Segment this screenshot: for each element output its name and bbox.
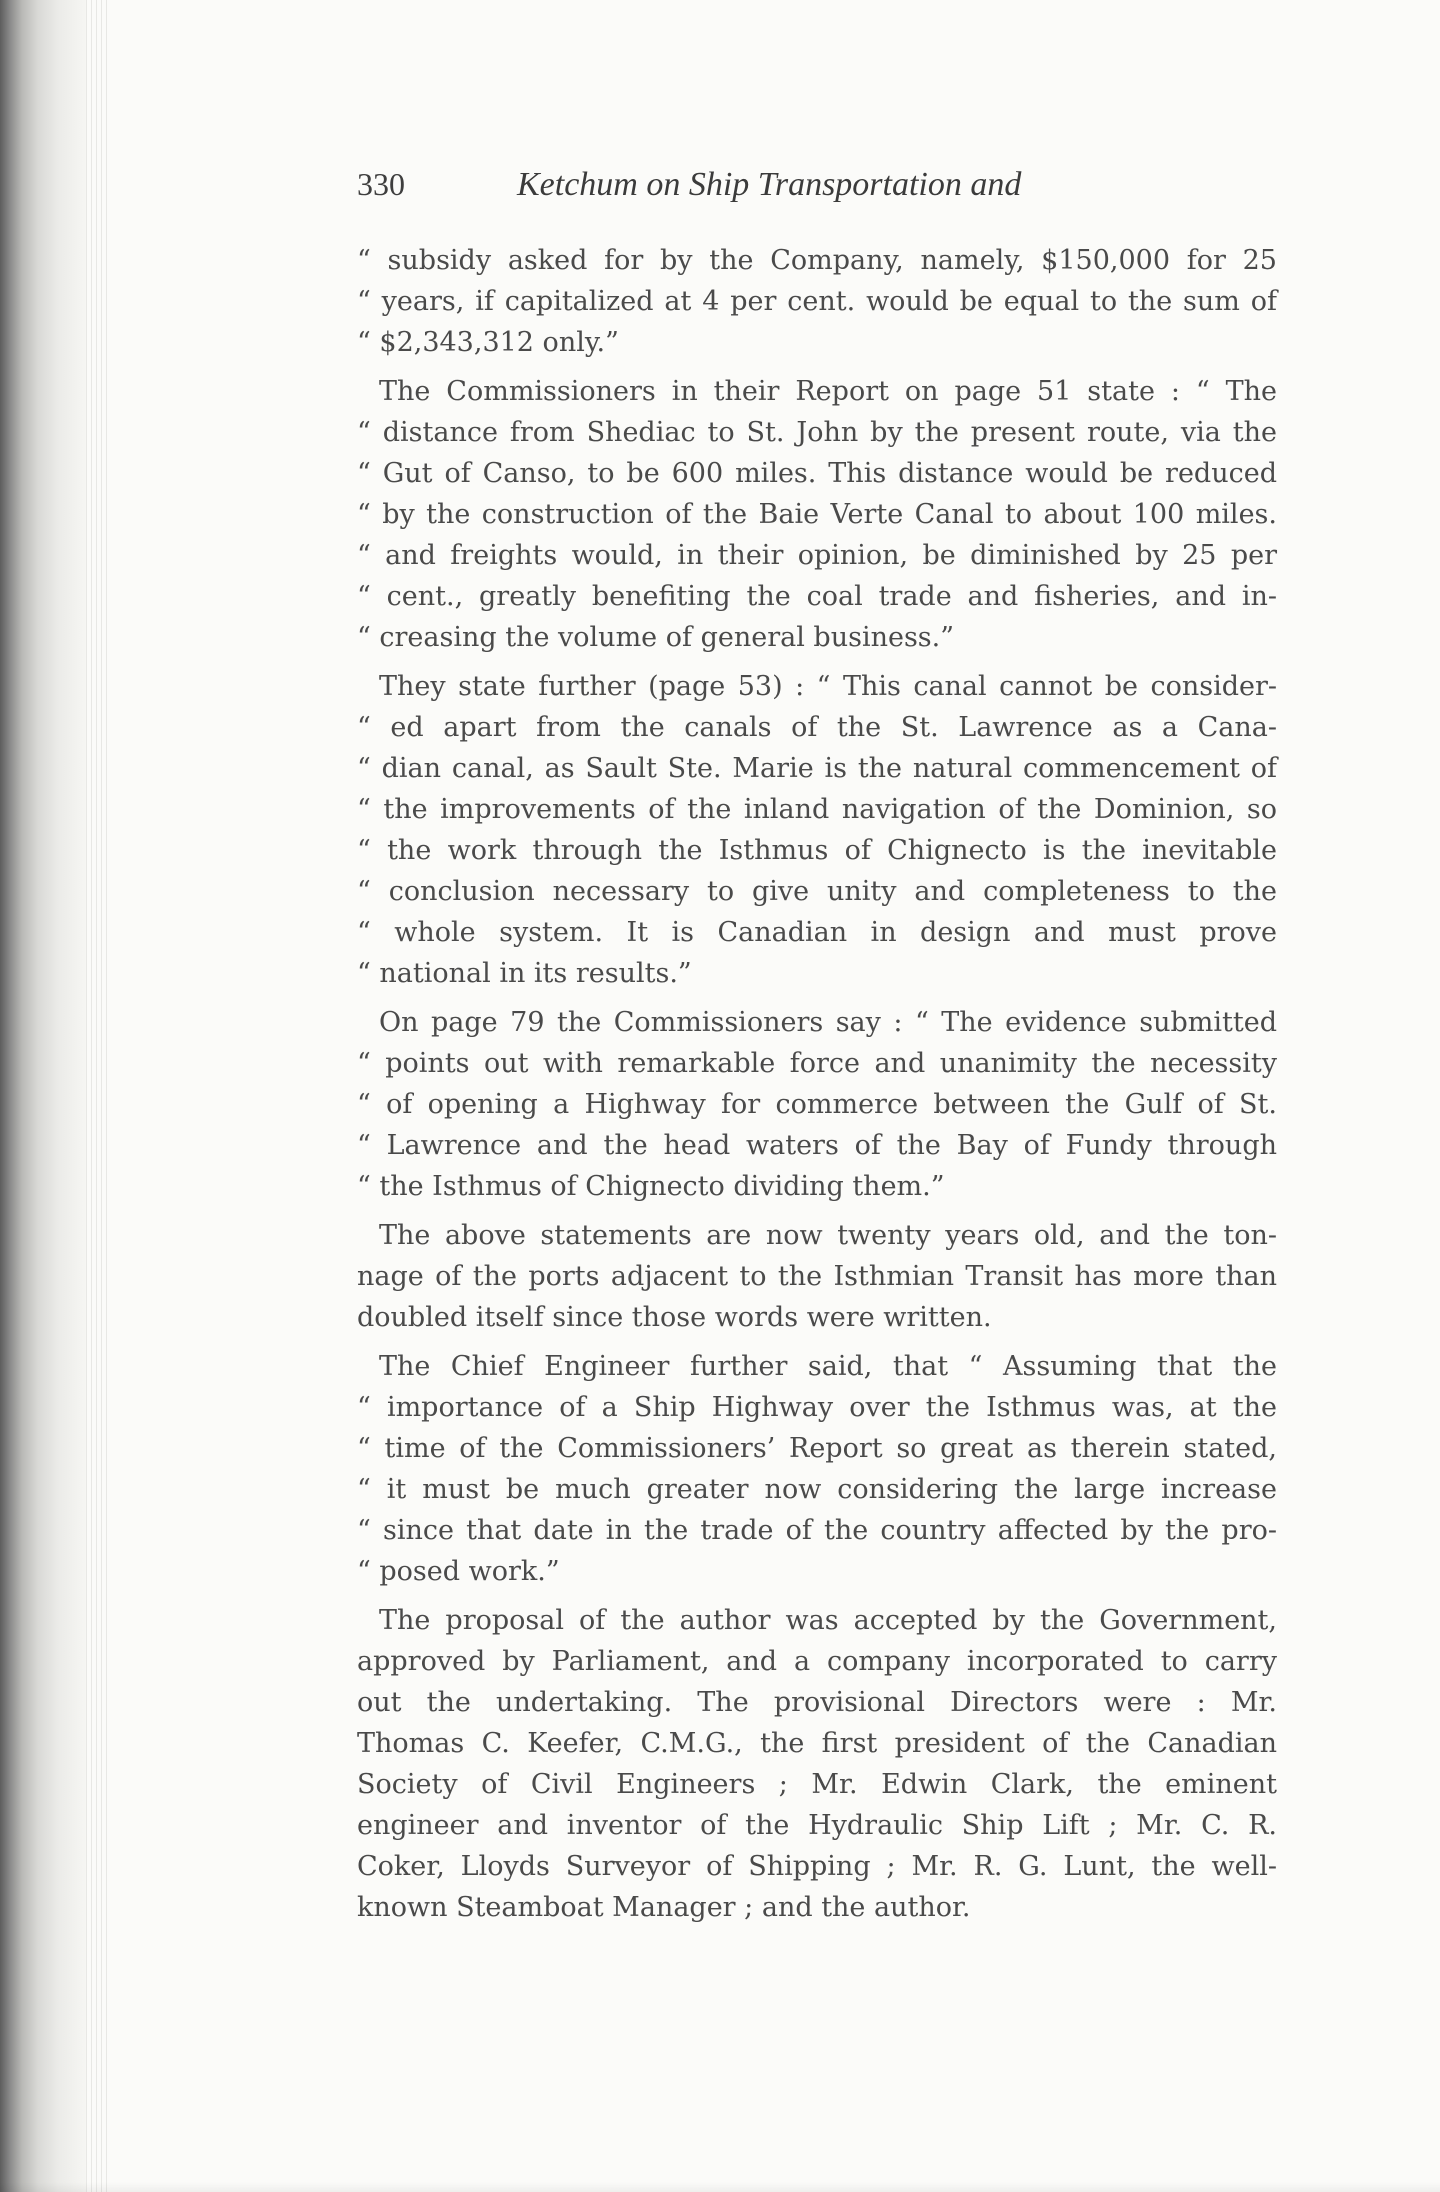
text-line: “ the Isthmus of Chignecto dividing them.”	[357, 1171, 945, 1202]
text-line: On page 79 the Commissioners say : “ The evidence submitted	[379, 1007, 1277, 1038]
paragraph	[357, 1346, 1277, 1592]
paragraph	[357, 371, 1277, 658]
text-line: “ Gut of Canso, to be 600 miles. This distance would be reduced	[357, 458, 1277, 489]
text-line: “ ed apart from the canals of the St. Lawrence as a Cana-	[357, 712, 1277, 743]
text-line: nage of the ports adjacent to the Isthmian Transit has more than	[357, 1261, 1277, 1292]
text-line: “ Lawrence and the head waters of the Bay of Fundy through	[357, 1130, 1277, 1161]
page-number: 330	[357, 166, 405, 202]
text-line: out the undertaking. The provisional Directors were : Mr.	[357, 1687, 1277, 1718]
text-line: “ by the construction of the Baie Verte Canal to about 100 miles.	[357, 499, 1277, 530]
text-line: “ $2,343,312 only.”	[357, 327, 619, 358]
text-line: “ subsidy asked for by the Company, namely, $150,000 for 25	[357, 245, 1277, 276]
text-line: “ it must be much greater now considering the large increase	[357, 1474, 1277, 1505]
text-line: “ the work through the Isthmus of Chignecto is the inevitable	[357, 835, 1277, 866]
text-line: approved by Parliament, and a company incorporated to carry	[357, 1646, 1277, 1677]
book-binding-shadow	[0, 0, 86, 2192]
text-line: “ points out with remarkable force and unanimity the necessity	[357, 1048, 1277, 1079]
text-line: “ whole system. It is Canadian in design and must prove	[357, 917, 1277, 948]
text-line: The Commissioners in their Report on page 51 state : “ The	[379, 376, 1277, 407]
text-line: “ the improvements of the inland navigation of the Dominion, so	[357, 794, 1277, 825]
text-line: “ years, if capitalized at 4 per cent. would be equal to the sum of	[357, 286, 1277, 317]
running-head	[357, 164, 1277, 224]
text-line: The Chief Engineer further said, that “ Assuming that the	[379, 1351, 1277, 1382]
text-line: “ creasing the volume of general business.”	[357, 622, 955, 653]
text-line: “ cent., greatly benefiting the coal trade and fisheries, and in-	[357, 581, 1277, 612]
text-line: doubled itself since those words were written.	[357, 1302, 992, 1333]
page-bottom-shadow	[0, 2182, 1440, 2192]
text-line: They state further (page 53) : “ This canal cannot be consider-	[379, 671, 1277, 702]
text-line: “ posed work.”	[357, 1556, 560, 1587]
paragraph	[357, 1002, 1277, 1207]
page-text-block	[357, 164, 1277, 1936]
text-line: “ time of the Commissioners’ Report so great as therein stated,	[357, 1433, 1277, 1464]
text-line: engineer and inventor of the Hydraulic Ship Lift ; Mr. C. R.	[357, 1810, 1277, 1841]
text-line: “ importance of a Ship Highway over the Isthmus was, at the	[357, 1392, 1277, 1423]
text-line: “ of opening a Highway for commerce between the Gulf of St.	[357, 1089, 1277, 1120]
paragraph	[357, 1215, 1277, 1338]
text-line: Society of Civil Engineers ; Mr. Edwin Clark, the eminent	[357, 1769, 1277, 1800]
text-line: “ dian canal, as Sault Ste. Marie is the natural commencement of	[357, 753, 1277, 784]
text-line: known Steamboat Manager ; and the author.	[357, 1892, 971, 1923]
text-line: “ since that date in the trade of the country affected by the pro-	[357, 1515, 1277, 1546]
text-line: “ national in its results.”	[357, 958, 692, 989]
text-line: “ distance from Shediac to St. John by the present route, via the	[357, 417, 1277, 448]
text-line: “ and freights would, in their opinion, be diminished by 25 per	[357, 540, 1277, 571]
text-line: Coker, Lloyds Surveyor of Shipping ; Mr. R. G. Lunt, the well-	[357, 1851, 1277, 1882]
text-line: “ conclusion necessary to give unity and completeness to the	[357, 876, 1277, 907]
page-edge-lines	[86, 0, 108, 2192]
paragraph	[357, 240, 1277, 363]
text-line: The proposal of the author was accepted by the Government,	[379, 1605, 1277, 1636]
paragraph	[357, 1600, 1277, 1928]
running-title: Ketchum on Ship Transportation and	[517, 166, 1022, 203]
text-line: The above statements are now twenty years old, and the ton-	[379, 1220, 1277, 1251]
paragraph	[357, 666, 1277, 994]
text-line: Thomas C. Keefer, C.M.G., the first president of the Canadian	[357, 1728, 1277, 1759]
